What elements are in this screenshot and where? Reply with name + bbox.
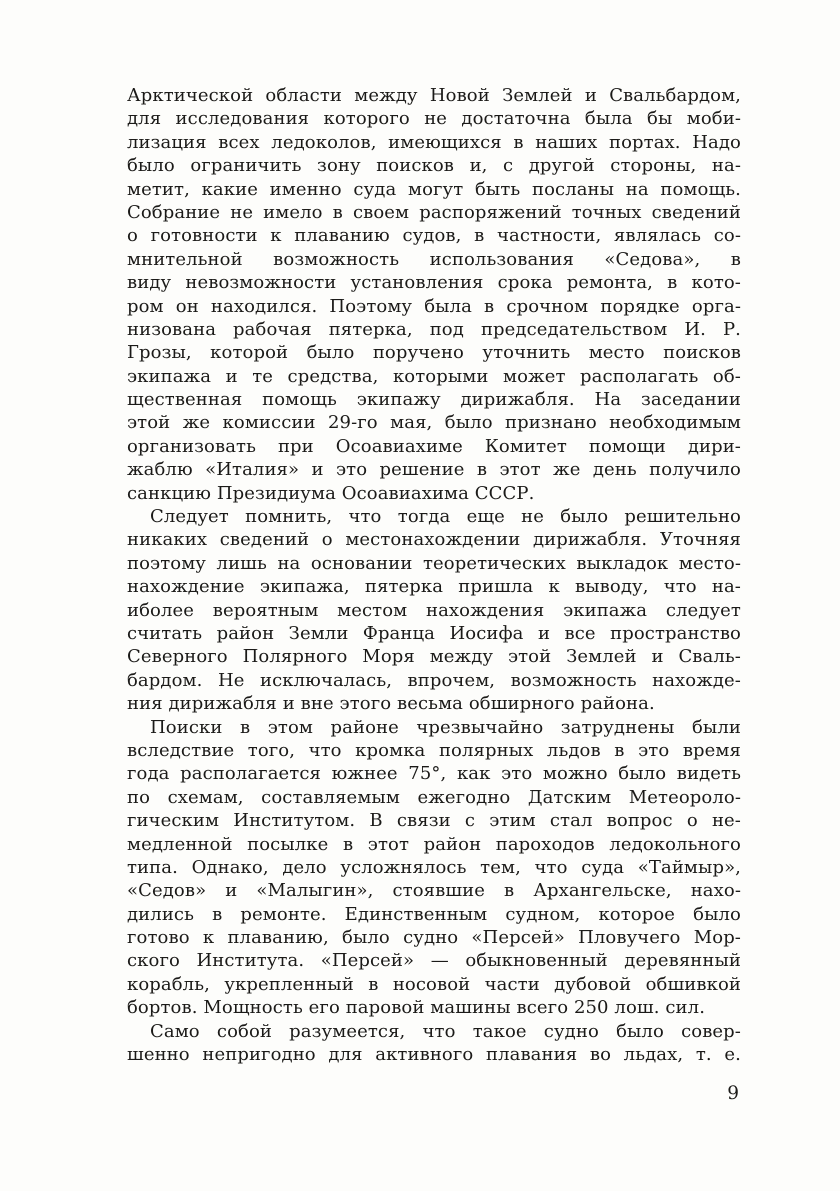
text-line: медленной посылке в этот район пароходов ледокольного: [127, 833, 741, 855]
text-line: никаких сведений о местонахождении дирижабля. Уточняя: [127, 529, 741, 551]
text-line: дились в ремонте. Единственным судном, которое было: [127, 903, 741, 925]
text-line: о готовности к плаванию судов, в частности, являлась со-: [127, 225, 741, 247]
text-line: санкцию Президиума Осоавиахима СССР.: [127, 482, 535, 504]
text-line: бортов. Мощность его паровой машины всего 250 лош. сил.: [127, 997, 706, 1019]
text-line: экипажа и те средства, которыми может располагать об-: [127, 365, 741, 387]
text-line: метит, какие именно суда могут быть посланы на помощь.: [127, 178, 741, 200]
text-line: мнительной возможность использования «Седова», в: [127, 248, 741, 270]
text-line: для исследования которого не достаточна была бы моби-: [127, 108, 741, 130]
text-line: поэтому лишь на основании теоретических выкладок место-: [127, 552, 741, 574]
text-line: ром он находился. Поэтому была в срочном порядке орга-: [127, 295, 741, 317]
text-line: вследствие того, что кромка полярных льдов в это время: [127, 739, 741, 761]
page-number: 9: [727, 1083, 739, 1104]
text-line: считать район Земли Франца Иосифа и все пространство: [127, 622, 741, 644]
text-line: шенно непригодно для активного плавания во льдах, т. е.: [127, 1044, 741, 1066]
text-line: Северного Полярного Моря между этой Землей и Сваль-: [127, 646, 741, 668]
text-line: лизация всех ледоколов, имеющихся в наших портах. Надо: [127, 131, 741, 153]
text-line: низована рабочая пятерка, под председательством И. Р.: [127, 318, 741, 340]
text-line: по схемам, составляемым ежегодно Датским Метеороло-: [127, 786, 741, 808]
text-line: готово к плаванию, было судно «Персей» Пловучего Мор-: [127, 927, 741, 949]
text-line: гическим Институтом. В связи с этим стал вопрос о не-: [127, 810, 741, 832]
text-line: нахождение экипажа, пятерка пришла к выводу, что на-: [127, 576, 741, 598]
text-line: Следует помнить, что тогда еще не было решительно: [150, 506, 741, 528]
text-line: организовать при Осоавиахиме Комитет помощи дири-: [127, 435, 741, 457]
text-line: типа. Однако, дело усложнялось тем, что суда «Таймыр»,: [127, 856, 741, 878]
text-line: года располагается южнее 75°, как это можно было видеть: [127, 763, 741, 785]
text-line: Арктической области между Новой Землей и Свальбардом,: [127, 85, 741, 106]
text-line: ния дирижабля и вне этого весьма обширного района.: [127, 693, 655, 715]
text-line: Грозы, которой было поручено уточнить место поисков: [127, 342, 741, 364]
text-line: бардом. Не исключалась, впрочем, возможность нахожде-: [127, 669, 741, 691]
text-line: «Седов» и «Малыгин», стоявшие в Архангельске, нахо-: [127, 880, 741, 902]
text-line: Поиски в этом районе чрезвычайно затруднены были: [150, 716, 741, 738]
text-line: Собрание не имело в своем распоряжений точных сведений: [127, 201, 741, 223]
text-line: было ограничить зону поисков и, с другой стороны, на-: [127, 155, 741, 177]
text-line: Само собой разумеется, что такое судно было совер-: [150, 1020, 741, 1042]
text-line: жаблю «Италия» и это решение в этот же день получило: [127, 459, 741, 481]
text-line: корабль, укрепленный в носовой части дубовой обшивкой: [127, 973, 741, 995]
page-text: [127, 84, 741, 1066]
text-line: этой же комиссии 29-го мая, было признано необходимым: [127, 412, 741, 434]
text-line: иболее вероятным местом нахождения экипажа следует: [127, 599, 741, 621]
text-line: виду невозможности установления срока ремонта, в кото-: [127, 272, 741, 294]
text-line: щественная помощь экипажу дирижабля. На заседании: [127, 389, 741, 411]
text-line: ского Института. «Персей» — обыкновенный деревянный: [127, 950, 741, 972]
